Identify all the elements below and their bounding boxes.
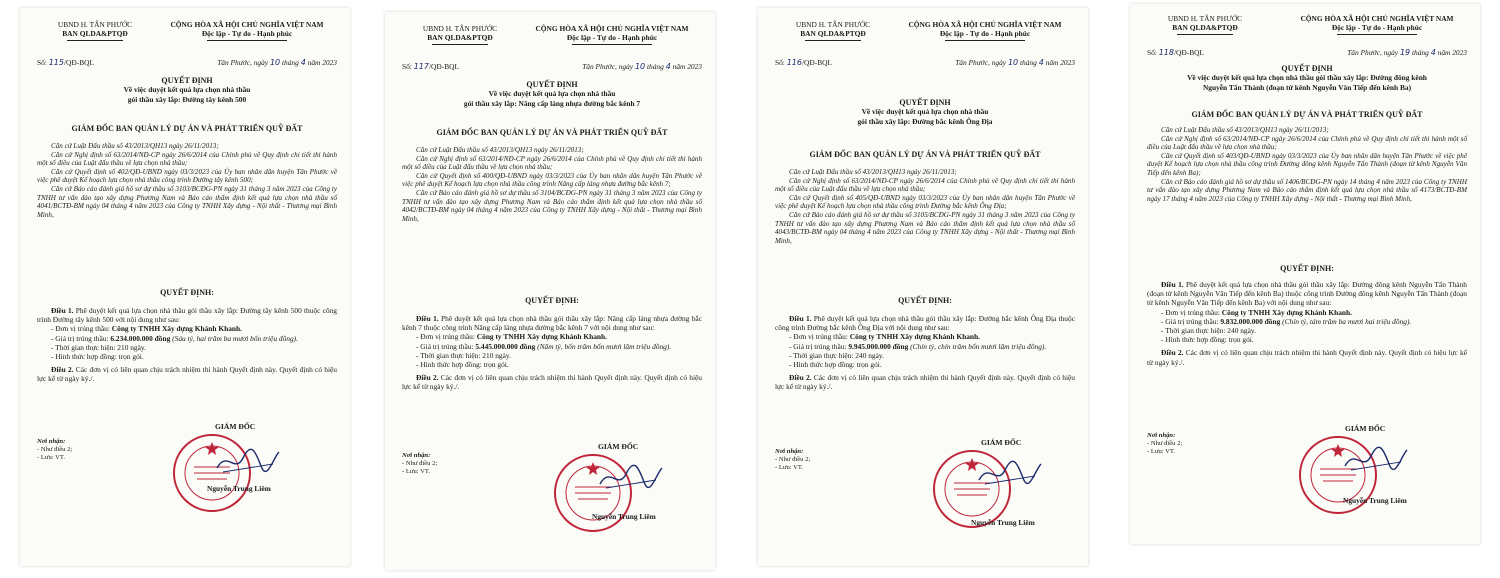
document-page-3 — [758, 8, 1088, 566]
decision-heading: QUYẾT ĐỊNH — [1281, 64, 1333, 73]
article-label: Điều 2. — [789, 373, 812, 383]
article-label: Điều 1. — [789, 314, 812, 323]
recipients — [775, 448, 810, 472]
issuer-line: GIÁM ĐỐC BAN QUẢN LÝ DỰ ÁN VÀ PHÁT TRIỂN QUỸ ĐẤT — [1191, 110, 1423, 119]
header — [1147, 14, 1467, 46]
article-2-text: Các đơn vị có liên quan chịu trách nhiệm thi hành Quyết định này. Quyết định có hiệu lực kể từ ngày ký./. — [1147, 348, 1467, 367]
recipients — [1147, 432, 1182, 456]
contract-type: - Hình thức hợp đồng: trọn gói. — [1161, 335, 1254, 345]
signature — [596, 460, 666, 494]
issuer-line: GIÁM ĐỐC BAN QUẢN LÝ DỰ ÁN VÀ PHÁT TRIỂN QUỸ ĐẤT — [809, 150, 1041, 159]
decides-heading: QUYẾT ĐỊNH: — [160, 288, 214, 297]
value-words: (Sáu tỷ, hai trăm ba mươi bốn triệu đồng). — [172, 333, 298, 343]
contractor: Công ty TNHH Xây dựng Khánh Khanh. — [849, 332, 980, 342]
decision-heading: QUYẾT ĐỊNH — [526, 80, 578, 89]
signer-name: Nguyễn Trung Liêm — [592, 512, 656, 521]
article-label: Điều 1. — [1161, 280, 1184, 289]
article-label: Điều 2. — [416, 373, 439, 383]
signer-name: Nguyễn Trung Liêm — [971, 518, 1035, 527]
basis-item: Căn cứ Quyết định số 400/QĐ-UBND ngày 03/3/2023 của Ủy ban nhân dân huyện Tân Phước về việc phê duyệt Kế hoạch lựa chọn nhà thầu công trình Nâng cấp láng nhựa đường bắc kênh 7; — [402, 171, 702, 189]
article-label: Điều 2. — [51, 365, 74, 375]
decision-title — [402, 80, 702, 108]
basis-item: Căn cứ Quyết định số 405/QĐ-UBND ngày 03/3/2023 của Ủy ban nhân dân huyện Tân Phước về việc phê duyệt Kế hoạch lựa chọn nhà thầu công trình Đường bắc kênh Ông Địa; — [775, 193, 1075, 211]
legal-basis — [402, 146, 702, 223]
contract-type: - Hình thức hợp đồng: trọn gói. — [416, 360, 509, 370]
article-1: Điều 1. Phê duyệt kết quả lựa chọn nhà thầu gói thầu xây lắp: Đường tây kênh 500 thuộc công trình Đường tây kênh 500 với nội dung như sau: - Đơn vị trúng thầu: Công ty TNHH Xây dựng Khánh Khanh. - Giá trị trúng thầu: 6.234.000.000 đồng (Sáu tỷ, hai trăm ba mươi bốn triệu đồng). - Thời gian thực hiện: 210 ngày. - Hình thức hợp đồng: trọn gói. Điều 2. Các đơn vị có liên quan chịu trách nhiệm thi hành Quyết định này. Quyết định có hiệu lực kể từ ngày ký./. — [37, 306, 337, 384]
divider — [945, 40, 1025, 41]
basis-item: Căn cứ Báo cáo đánh giá hồ sơ dự thầu số 3105/BCĐG-PN ngày 31 tháng 3 năm 2023 của Công ty TNHH tư vấn đào tạo xây dựng Phương Nam và Báo cáo thẩm định kết quả lựa chọn nhà thầu số 4043/BCTĐ-BM ngày 04 tháng 4 năm 2023 của Công ty TNHH Xây dựng - Nội thất - Thương mại Bình Minh, — [775, 210, 1075, 245]
issuer-line: GIÁM ĐỐC BAN QUẢN LÝ DỰ ÁN VÀ PHÁT TRIỂN QUỸ ĐẤT — [71, 124, 303, 133]
recipient: - Như điều 2; — [37, 446, 73, 453]
recipient: - Như điều 2; — [402, 460, 438, 467]
article-2-text: Các đơn vị có liên quan chịu trách nhiệm thi hành Quyết định này. Quyết định có hiệu lực kể từ ngày ký./. — [775, 373, 1075, 392]
director-title: GIÁM ĐỐC — [981, 438, 1022, 447]
doc-meta — [775, 58, 1075, 68]
basis-item: Căn cứ Nghị định số 63/2014/NĐ-CP ngày 26/6/2014 của Chính phủ về Quy định chi tiết thi hành một số điều của Luật đấu thầu về lựa chọn nhà thầu; — [1147, 134, 1467, 152]
basis-item: Căn cứ Nghị định số 63/2014/NĐ-CP ngày 26/6/2014 của Chính phủ về Quy định chi tiết thi hành một số điều của Luật đấu thầu về lựa chọn nhà thầu; — [402, 154, 702, 172]
decision-heading: QUYẾT ĐỊNH — [161, 76, 213, 85]
header — [402, 24, 702, 56]
nation-motto: Độc lập - Tự do - Hạnh phúc — [1331, 23, 1423, 33]
article-1: Điều 1. Phê duyệt kết quả lựa chọn nhà thầu gói thầu xây lắp: Đường bắc kênh Ông Địa thuộc công trình Đường bắc kênh Ông Địa với nội dung như sau: - Đơn vị trúng thầu: Công ty TNHH Xây dựng Khánh Khanh. - Giá trị trúng thầu: 9.945.000.000 đồng (Chín tỷ, chín trăm bốn mươi lăm triệu đồng). - Thời gian thực hiện: 240 ngày. - Hình thức hợp đồng: trọn gói. Điều 2. Các đơn vị có liên quan chịu trách nhiệm thi hành Quyết định này. Quyết định có hiệu lực kể từ ngày ký./. — [775, 314, 1075, 392]
article-text: Phê duyệt kết quả lựa chọn nhà thầu gói thầu xây lắp: Đường đông kênh Nguyễn Tấn Thành (đoạn từ kênh Nguyễn Văn Tiếp đến kênh Ba) thuộc công trình Đường đông kênh Nguyễn Tấn Thành (đoạn từ kênh Nguyễn Văn Tiếp đến kênh Ba) với nội dung như sau: — [1147, 280, 1467, 308]
contract-value: 5.445.000.000 đồng — [475, 341, 536, 351]
recipient: - Lưu: VT. — [1147, 448, 1176, 455]
doc-number-value: 118 — [1158, 48, 1174, 57]
signature — [213, 444, 283, 478]
recipients — [37, 438, 72, 462]
doc-number-value: 116 — [786, 58, 802, 67]
subject-line-1: Về việc duyệt kết quả lựa chọn nhà thầu — [488, 89, 616, 99]
nation-title: CỘNG HÒA XÃ HỘI CHỦ NGHĨA VIỆT NAM — [535, 24, 689, 33]
basis-item: Căn cứ Luật Đấu thầu số 43/2013/QH13 ngày 26/11/2013; — [416, 146, 584, 154]
doc-number: Số: 118/QĐ-BQL — [1147, 48, 1204, 57]
signer-name: Nguyễn Trung Liêm — [1343, 496, 1407, 505]
agency-unit: BAN QLDA&PTQĐ — [800, 29, 866, 39]
doc-date: Tân Phước, ngày 10 tháng 4 năm 2023 — [217, 58, 337, 67]
header — [37, 20, 337, 52]
contract-type: - Hình thức hợp đồng: trọn gói. — [789, 360, 882, 370]
nation-title: CỘNG HÒA XÃ HỘI CHỦ NGHĨA VIỆT NAM — [1300, 14, 1454, 23]
doc-number: Số: 116/QĐ-BQL — [775, 58, 832, 67]
article-2-text: Các đơn vị có liên quan chịu trách nhiệm thi hành Quyết định này. Quyết định có hiệu lực kể từ ngày ký./. — [37, 365, 337, 384]
agency-name: UBND H. TÂN PHƯỚC — [795, 20, 871, 29]
article-1: Điều 1. Phê duyệt kết quả lựa chọn nhà thầu gói thầu xây lắp: Đường đông kênh Nguyễn Tấn Thành (đoạn từ kênh Nguyễn Văn Tiếp đến kênh Ba) thuộc công trình Đường đông kênh Nguyễn Tấn Thành (đoạn từ kênh Nguyễn Văn Tiếp đến kênh Ba) với nội dung như sau: - Đơn vị trúng thầu: Công ty TNHH Xây dựng Khánh Khanh. - Giá trị trúng thầu: 9.832.000.000 đồng (Chín tỷ, tám trăm ba mươi hai triệu đồng). - Thời gian thực hiện: 240 ngày. - Hình thức hợp đồng: trọn gói. Điều 2. Các đơn vị có liên quan chịu trách nhiệm thi hành Quyết định này. Quyết định có hiệu lực kể từ ngày ký./. — [1147, 280, 1467, 367]
legal-basis — [1147, 126, 1467, 203]
recipients — [402, 452, 437, 476]
contract-type: - Hình thức hợp đồng: trọn gói. — [51, 352, 144, 362]
doc-date: Tân Phước, ngày 10 tháng 4 năm 2023 — [955, 58, 1075, 67]
recipients-label: Nơi nhận: — [37, 438, 66, 445]
divider — [572, 44, 652, 45]
basis-item: Căn cứ Nghị định số 63/2014/NĐ-CP ngày 26/6/2014 của Chính phủ về Quy định chi tiết thi hành một số điều của Luật đấu thầu về lựa chọn nhà thầu; — [37, 150, 337, 168]
contractor: Công ty TNHH Xây dựng Khánh Khanh. — [1221, 307, 1352, 317]
nation-block — [895, 20, 1075, 41]
basis-item: Căn cứ Báo cáo đánh giá hồ sơ dự thầu số 1406/BCĐG-PN ngày 14 tháng 4 năm 2023 của Công ty TNHH tư vấn đào tạo xây dựng Phương Nam và Báo cáo thẩm định kết quả lựa chọn nhà thầu số 4173/BCTĐ-BM ngày 17 tháng 4 năm 2023 của Công ty TNHH Xây dựng - Nội thất - Thương mại Bình Minh, — [1147, 177, 1467, 203]
duration: 240 ngày. — [1227, 326, 1256, 336]
subject-line-2: gói thầu xây lắp: Đường tây kênh 500 — [127, 94, 247, 104]
header — [775, 20, 1075, 52]
contract-value: 6.234.000.000 đồng — [110, 333, 171, 343]
agency-name: UBND H. TÂN PHƯỚC — [422, 24, 498, 33]
director-title: GIÁM ĐỐC — [1345, 424, 1386, 433]
divider — [1337, 34, 1417, 35]
legal-basis — [775, 168, 1075, 245]
issuer-line: GIÁM ĐỐC BAN QUẢN LÝ DỰ ÁN VÀ PHÁT TRIỂN QUỸ ĐẤT — [436, 128, 668, 137]
director-title: GIÁM ĐỐC — [215, 422, 256, 431]
recipient: - Như điều 2; — [1147, 440, 1183, 447]
divider — [432, 44, 488, 45]
decision-title — [1147, 64, 1467, 92]
doc-number: Số: 117/QĐ-BQL — [402, 62, 459, 71]
document-page-2 — [385, 12, 715, 570]
recipients-label: Nơi nhận: — [1147, 432, 1176, 439]
basis-item: Căn cứ Luật Đấu thầu số 43/2013/QH13 ngày 26/11/2013; — [1161, 126, 1329, 134]
doc-date: Tân Phước, ngày 19 tháng 4 năm 2023 — [1347, 48, 1467, 57]
recipient: - Lưu: VT. — [402, 468, 431, 475]
divider — [207, 40, 287, 41]
agency-block — [1147, 14, 1263, 35]
doc-meta — [37, 58, 337, 68]
basis-item: Căn cứ Luật Đấu thầu số 43/2013/QH13 ngày 26/11/2013; — [789, 168, 957, 176]
article-label: Điều 1. — [51, 306, 74, 315]
signature — [975, 456, 1045, 490]
doc-number-value: 115 — [48, 58, 64, 67]
basis-item: Căn cứ Luật Đấu thầu số 43/2013/QH13 ngày 26/11/2013; — [51, 142, 219, 150]
agency-block — [37, 20, 153, 41]
signature — [1341, 442, 1411, 476]
agency-unit: BAN QLDA&PTQĐ — [427, 33, 493, 43]
document-page-4 — [1130, 4, 1480, 544]
doc-meta — [1147, 48, 1467, 58]
contract-value: 9.945.000.000 đồng — [848, 341, 909, 351]
agency-unit: BAN QLDA&PTQĐ — [62, 29, 128, 39]
decides-heading: QUYẾT ĐỊNH: — [1280, 264, 1334, 273]
basis-item: Căn cứ Báo cáo đánh giá hồ sơ dự thầu số 3103/BCĐG-PN ngày 31 tháng 3 năm 2023 của Công ty TNHH tư vấn đào tạo xây dựng Phương Nam và Báo cáo thẩm định kết quả lựa chọn nhà thầu số 4041/BCTĐ-BM ngày 04 tháng 4 năm 2023 của Công ty TNHH Xây dựng - Nội thất - Thương mại Bình Minh, — [37, 184, 337, 219]
subject-line-2: Nguyễn Tấn Thành (đoạn từ kênh Nguyễn Văn Tiếp đến kênh Ba) — [1202, 82, 1412, 92]
article-1: Điều 1. Phê duyệt kết quả lựa chọn nhà thầu gói thầu xây lắp: Nâng cấp láng nhựa đường bắc kênh 7 thuộc công trình Nâng cấp láng nhựa đường bắc kênh 7 với nội dung như sau: - Đơn vị trúng thầu: Công ty TNHH Xây dựng Khánh Khanh. - Giá trị trúng thầu: 5.445.000.000 đồng (Năm tỷ, bốn trăm bốn mươi lăm triệu đồng). - Thời gian thực hiện: 210 ngày. - Hình thức hợp đồng: trọn gói. Điều 2. Các đơn vị có liên quan chịu trách nhiệm thi hành Quyết định này. Quyết định có hiệu lực kể từ ngày ký./. — [402, 314, 702, 392]
decision-title — [37, 76, 337, 104]
doc-number: Số: 115/QĐ-BQL — [37, 58, 94, 67]
signer-name: Nguyễn Trung Liêm — [207, 484, 271, 493]
nation-block — [157, 20, 337, 41]
decides-heading: QUYẾT ĐỊNH: — [898, 296, 952, 305]
value-words: (Chín tỷ, tám trăm ba mươi hai triệu đồng). — [1282, 316, 1412, 326]
decides-heading: QUYẾT ĐỊNH: — [525, 296, 579, 305]
agency-name: UBND H. TÂN PHƯỚC — [1167, 14, 1243, 23]
nation-block — [522, 24, 702, 45]
basis-item: Căn cứ Quyết định số 403/QĐ-UBND ngày 03/3/2023 của Ủy ban nhân dân huyện Tân Phước về việc phê duyệt Kế hoạch lựa chọn nhà thầu công trình Đường đông kênh Nguyễn Tấn Thành (đoạn từ kênh Nguyễn Văn Tiếp đến kênh Ba); — [1147, 151, 1467, 177]
nation-title: CỘNG HÒA XÃ HỘI CHỦ NGHĨA VIỆT NAM — [908, 20, 1062, 29]
nation-title: CỘNG HÒA XÃ HỘI CHỦ NGHĨA VIỆT NAM — [170, 20, 324, 29]
legal-basis — [37, 142, 337, 219]
basis-item: Căn cứ Báo cáo đánh giá hồ sơ dự thầu số 3104/BCĐG-PN ngày 31 tháng 3 năm 2023 của Công ty TNHH tư vấn đào tạo xây dựng Phương Nam và Báo cáo thẩm định kết quả lựa chọn nhà thầu số 4042/BCTĐ-BM ngày 04 tháng 4 năm 2023 của Công ty TNHH Xây dựng - Nội thất - Thương mại Bình Minh, — [402, 188, 702, 223]
subject-line-1: Về việc duyệt kết quả lựa chọn nhà thầu gói thầu xây lắp: Đường đông kênh — [1187, 73, 1427, 83]
article-2-text: Các đơn vị có liên quan chịu trách nhiệm thi hành Quyết định này. Quyết định có hiệu lực kể từ ngày ký./. — [402, 373, 702, 392]
document-page-1 — [20, 8, 350, 566]
recipient: - Lưu: VT. — [37, 454, 66, 461]
agency-unit: BAN QLDA&PTQĐ — [1172, 23, 1238, 33]
nation-motto: Độc lập - Tự do - Hạnh phúc — [201, 29, 293, 39]
nation-block — [1287, 14, 1467, 35]
director-title: GIÁM ĐỐC — [598, 442, 639, 451]
nation-motto: Độc lập - Tự do - Hạnh phúc — [566, 33, 658, 43]
duration: 210 ngày. — [117, 342, 146, 352]
doc-meta — [402, 62, 702, 72]
recipients-label: Nơi nhận: — [775, 448, 804, 455]
article-text: Phê duyệt kết quả lựa chọn nhà thầu gói thầu xây lắp: Đường tây kênh 500 thuộc công trình Đường tây kênh 500 với nội dung như sau: — [37, 306, 337, 325]
article-label: Điều 1. — [416, 314, 439, 323]
subject-line-1: Về việc duyệt kết quả lựa chọn nhà thầu — [123, 85, 251, 95]
divider — [67, 40, 123, 41]
decision-heading: QUYẾT ĐỊNH — [899, 98, 951, 107]
divider — [1177, 34, 1233, 35]
divider — [805, 40, 861, 41]
duration: 240 ngày. — [855, 350, 884, 360]
decision-title — [775, 98, 1075, 126]
value-words: (Năm tỷ, bốn trăm bốn mươi lăm triệu đồng). — [537, 341, 672, 351]
duration: 210 ngày. — [482, 350, 511, 360]
article-label: Điều 2. — [1161, 348, 1184, 358]
basis-item: Căn cứ Nghị định số 63/2014/NĐ-CP ngày 26/6/2014 của Chính phủ về Quy định chi tiết thi hành một số điều của Luật đấu thầu về lựa chọn nhà thầu; — [775, 176, 1075, 194]
recipients-label: Nơi nhận: — [402, 452, 431, 459]
doc-number-value: 117 — [413, 62, 429, 71]
contractor: Công ty TNHH Xây dựng Khánh Khanh. — [111, 324, 242, 334]
nation-motto: Độc lập - Tự do - Hạnh phúc — [939, 29, 1031, 39]
basis-item: Căn cứ Quyết định số 402/QĐ-UBND ngày 03/3/2023 của Ủy ban nhân dân huyện Tân Phước về việc phê duyệt Kế hoạch lựa chọn nhà thầu công trình Đường tây kênh 500; — [37, 167, 337, 185]
subject-line-2: gói thầu xây lắp: Đường bắc kênh Ông Địa — [857, 116, 993, 126]
contractor: Công ty TNHH Xây dựng Khánh Khanh. — [476, 332, 607, 342]
recipient: - Lưu: VT. — [775, 464, 804, 471]
doc-date: Tân Phước, ngày 10 tháng 4 năm 2023 — [582, 62, 702, 71]
recipient: - Như điều 2; — [775, 456, 811, 463]
subject-line-1: Về việc duyệt kết quả lựa chọn nhà thầu — [861, 107, 989, 117]
agency-name: UBND H. TÂN PHƯỚC — [57, 20, 133, 29]
agency-block — [402, 24, 518, 45]
subject-line-2: gói thầu xây lắp: Nâng cấp láng nhựa đường bắc kênh 7 — [463, 98, 641, 108]
contract-value: 9.832.000.000 đồng — [1220, 316, 1281, 326]
agency-block — [775, 20, 891, 41]
article-text: Phê duyệt kết quả lựa chọn nhà thầu gói thầu xây lắp: Đường bắc kênh Ông Địa thuộc công trình Đường bắc kênh Ông Địa với nội dung như sau: — [775, 314, 1075, 333]
value-words: (Chín tỷ, chín trăm bốn mươi lăm triệu đồng). — [910, 341, 1047, 351]
article-text: Phê duyệt kết quả lựa chọn nhà thầu gói thầu xây lắp: Nâng cấp láng nhựa đường bắc kênh 7 thuộc công trình Nâng cấp láng nhựa đường bắc kênh 7 với nội dung như sau: — [402, 314, 702, 333]
